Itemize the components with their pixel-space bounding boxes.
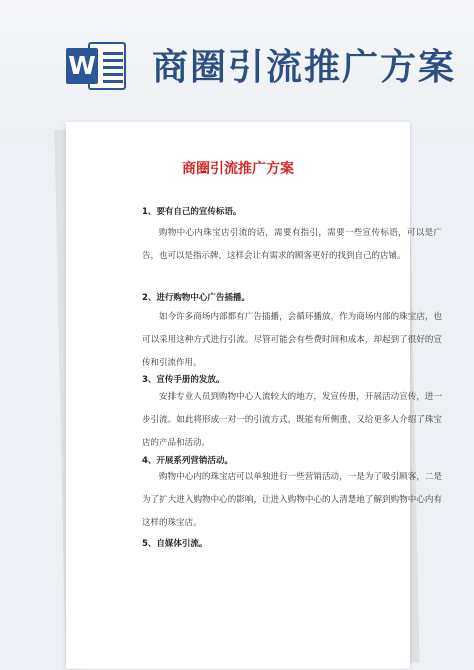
section-body-1: 购物中心内珠宝店引流的话，需要有指引，需要一些宣传标语，可以是广告，也可以是指示牌，这样会让有需求的顾客更好的找到自己的店铺。	[142, 228, 442, 261]
section-heading-4: 4、开展系列营销活动。	[142, 456, 233, 466]
banner-title: 商圈引流推广方案	[152, 47, 457, 88]
section-heading-1: 1、要有自己的宣传标语。	[142, 207, 242, 217]
section-body-2: 如今许多商场内部都有广告插播，会循环播放，作为商场内部的珠宝店，也可以采用这种方式进行引流。尽管可能会有些费时间和成本，却起到了很好的宣传和引流作用。	[142, 312, 442, 368]
document-title: 商圈引流推广方案	[182, 161, 294, 177]
word-letter-plate: W	[66, 48, 98, 84]
section-heading-5: 5、自媒体引流。	[142, 539, 208, 549]
microsoft-word-icon	[66, 40, 128, 92]
document-page	[66, 122, 442, 669]
section-heading-3: 3、宣传手册的发放。	[142, 375, 225, 385]
section-body-4: 购物中心内的珠宝店可以单独进行一些营销活动，一是为了吸引顾客，二是为了扩大进入购物中心的影响，让进入购物中心的人清楚地了解到购物中心内有这样的珠宝店。	[142, 472, 442, 528]
section-body-3: 安排专业人员到购物中心人流较大的地方，发宣传册，开展活动宣传，进一步引流。如此将形成一对一的引流方式，既能有所侧重，又给更多人介绍了珠宝店的产品和活动。	[142, 392, 442, 448]
section-heading-2: 2、进行购物中心广告插播。	[142, 293, 250, 303]
